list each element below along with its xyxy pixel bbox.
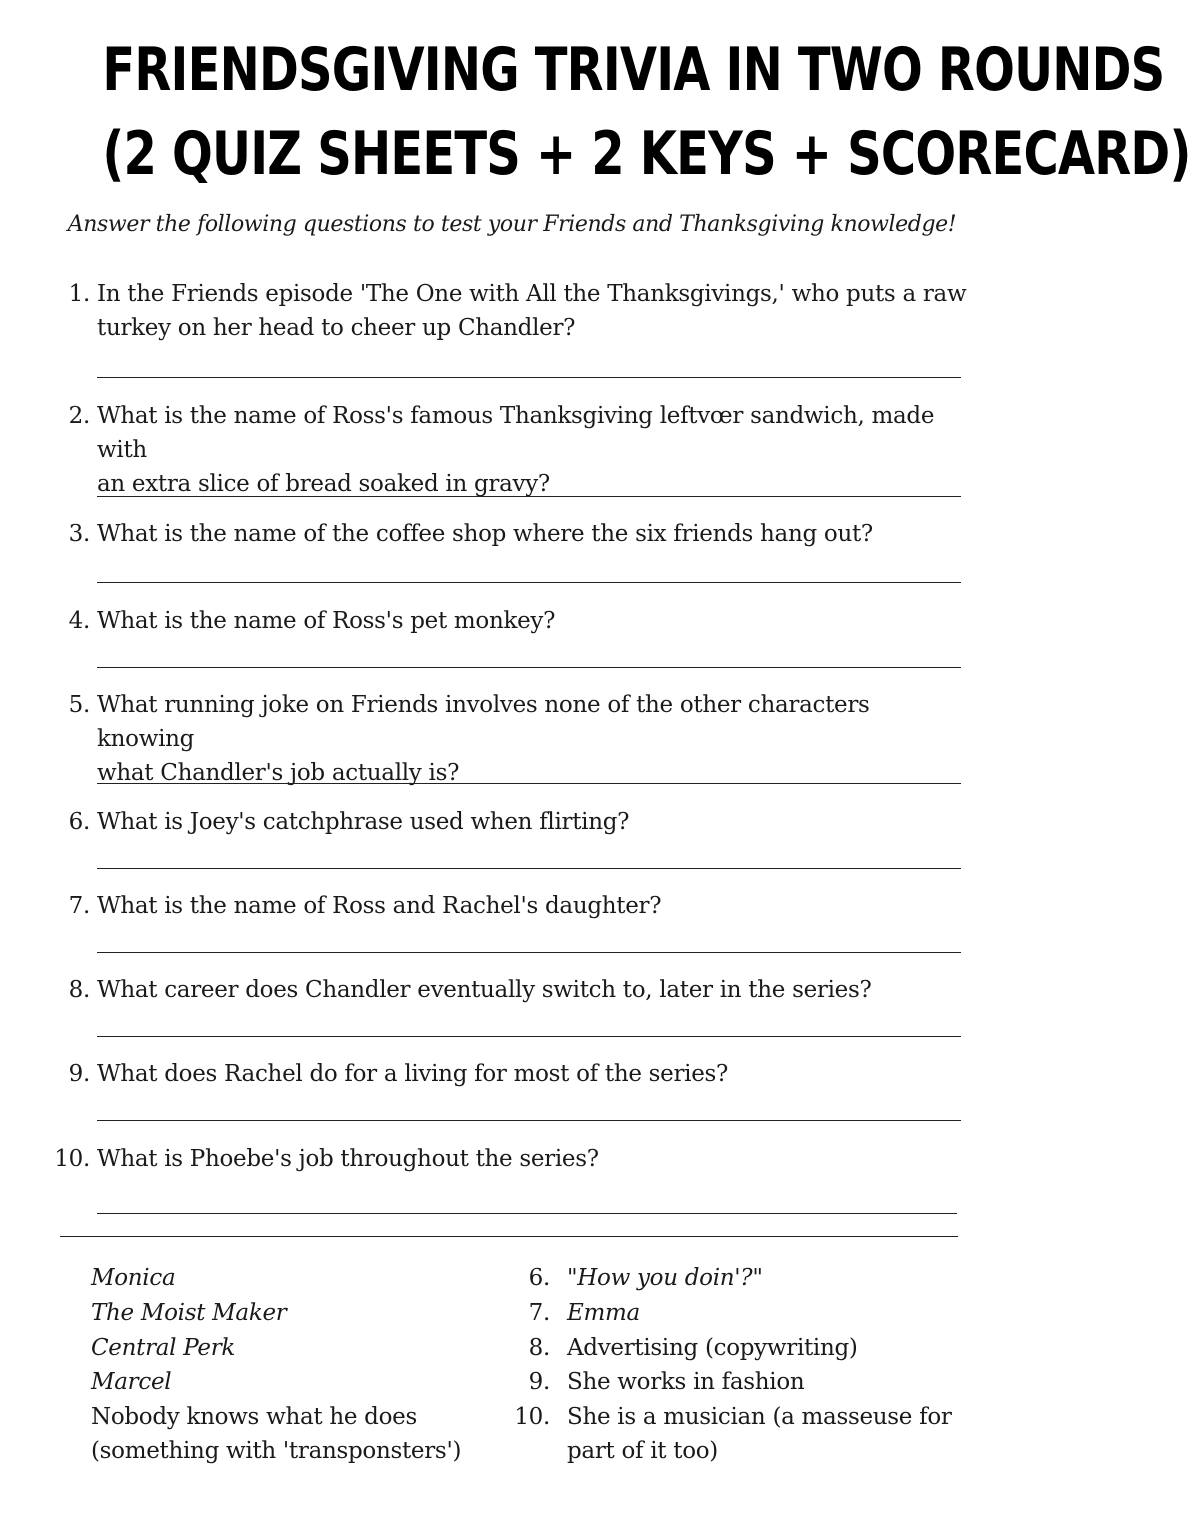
page-title-line-1: FRIENDSGIVING TRIVIA IN TWO ROUNDS bbox=[102, 35, 1165, 105]
page-title-line-2: (2 QUIZ SHEETS + 2 KEYS + SCORECARD) bbox=[102, 119, 1191, 189]
question-text: What is the name of Ross's famous Thanksgiving leftvœr sandwich, made with bbox=[97, 403, 935, 463]
answer-text: Advertising (copywriting) bbox=[567, 1335, 858, 1361]
question-text: What is Joey's catchphrase used when flirting? bbox=[97, 809, 630, 835]
question-text-cont: turkey on her head to cheer up Chandler? bbox=[97, 315, 576, 341]
question-number: 3. bbox=[68, 521, 90, 547]
question-number: 4. bbox=[68, 608, 90, 634]
question-text: What is the name of the coffee shop where the six friends hang out? bbox=[97, 521, 873, 547]
answer-line-2[interactable] bbox=[97, 496, 961, 497]
answer-key-divider bbox=[60, 1236, 958, 1237]
answer-number: 9. bbox=[528, 1369, 550, 1395]
answer-text: Central Perk bbox=[91, 1335, 236, 1361]
question-text-cont: an extra slice of bread soaked in gravy? bbox=[97, 471, 550, 497]
answer-line-5[interactable] bbox=[97, 783, 961, 784]
answer-text: Nobody knows what he does bbox=[91, 1404, 417, 1430]
answer-line-8[interactable] bbox=[97, 1036, 961, 1037]
answer-line-1[interactable] bbox=[97, 377, 961, 378]
question-text: What career does Chandler eventually switch to, later in the series? bbox=[97, 977, 872, 1003]
question-number: 1. bbox=[68, 281, 90, 307]
answer-text: Monica bbox=[91, 1265, 176, 1291]
answer-line-6[interactable] bbox=[97, 868, 961, 869]
answer-number: 8. bbox=[528, 1335, 550, 1361]
question-number: 9. bbox=[68, 1061, 90, 1087]
question-number: 7. bbox=[68, 893, 90, 919]
question-number: 10. bbox=[54, 1146, 90, 1172]
question-number: 5. bbox=[68, 692, 90, 718]
answer-text: Marcel bbox=[91, 1369, 172, 1395]
answer-text: She is a musician (a masseuse for bbox=[567, 1404, 952, 1430]
answer-line-3[interactable] bbox=[97, 582, 961, 583]
question-text: What running joke on Friends involves none of the other characters knowing bbox=[97, 692, 870, 752]
answer-text: The Moist Maker bbox=[91, 1300, 287, 1326]
answer-line-4[interactable] bbox=[97, 667, 961, 668]
question-text: In the Friends episode 'The One with All the Thanksgivings,' who puts a raw bbox=[97, 281, 967, 307]
question-text: What is the name of Ross's pet monkey? bbox=[97, 608, 556, 634]
question-text: What is the name of Ross and Rachel's daughter? bbox=[97, 893, 662, 919]
answer-text: She works in fashion bbox=[567, 1369, 805, 1395]
answer-text: "How you doin'?" bbox=[567, 1265, 763, 1291]
answer-line-9[interactable] bbox=[97, 1120, 961, 1121]
answer-text-cont: part of it too) bbox=[567, 1438, 718, 1464]
answer-number: 10. bbox=[514, 1404, 550, 1430]
instructions: Answer the following questions to test your Friends and Thanksgiving knowledge! bbox=[67, 212, 957, 237]
answer-text: Emma bbox=[567, 1300, 640, 1326]
question-number: 6. bbox=[68, 809, 90, 835]
answer-number: 7. bbox=[528, 1300, 550, 1326]
answer-line-7[interactable] bbox=[97, 952, 961, 953]
question-text: What does Rachel do for a living for most of the series? bbox=[97, 1061, 729, 1087]
answer-text-cont: (something with 'transponsters') bbox=[91, 1438, 462, 1464]
question-text-cont: what Chandler's job actually is? bbox=[97, 760, 460, 786]
answer-line-10[interactable] bbox=[97, 1213, 957, 1214]
question-number: 2. bbox=[68, 403, 90, 429]
answer-number: 6. bbox=[528, 1265, 550, 1291]
question-number: 8. bbox=[68, 977, 90, 1003]
question-text: What is Phoebe's job throughout the series? bbox=[97, 1146, 599, 1172]
